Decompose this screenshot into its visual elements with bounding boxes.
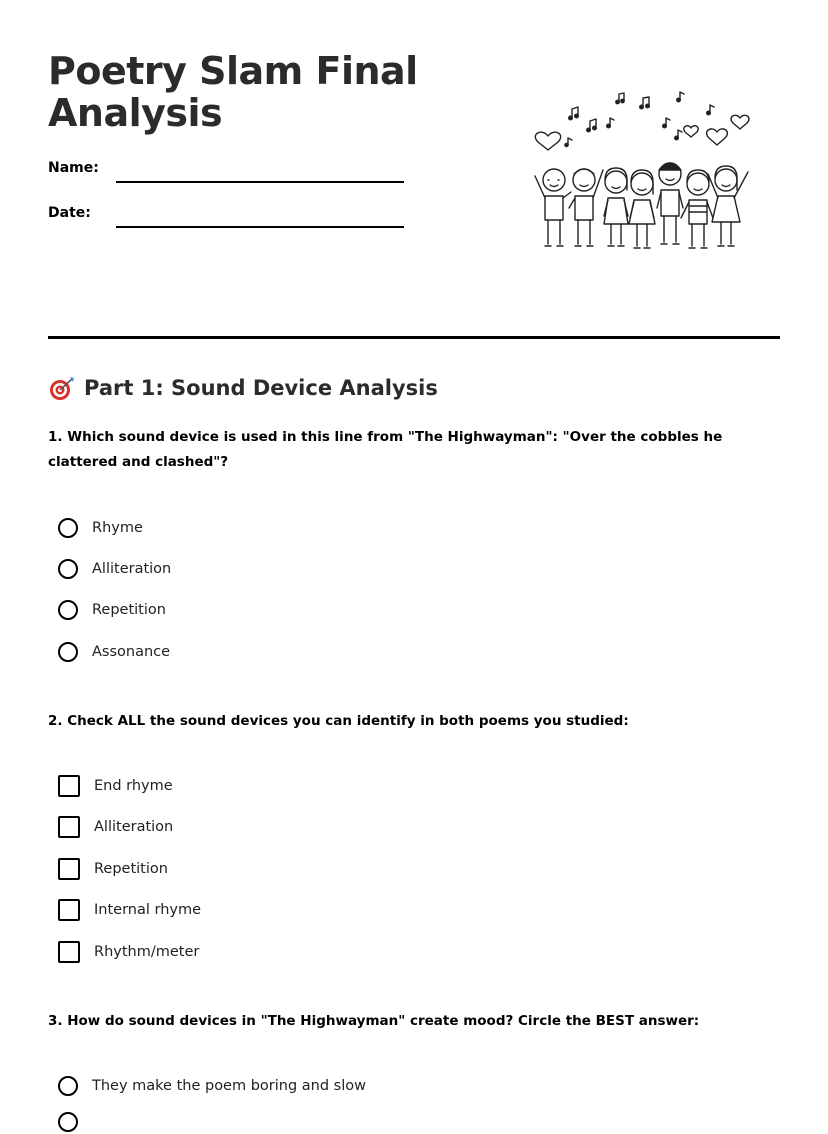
part1-title: Part 1: Sound Device Analysis <box>84 376 438 400</box>
option-label: Rhythm/meter <box>94 944 200 960</box>
option-label: Repetition <box>94 861 168 877</box>
music-notes <box>565 92 714 147</box>
radio-button[interactable] <box>58 1076 78 1096</box>
question-1: 1. Which sound device is used in this line from "The Highwayman": "Over the cobbles he clattered and clashed"? <box>48 429 723 470</box>
option-label: Repetition <box>92 602 166 618</box>
option-label: End rhyme <box>94 778 173 794</box>
checkbox[interactable] <box>58 899 80 921</box>
option-label: Rhyme <box>92 520 143 536</box>
worksheet-title: Poetry Slam Final Analysis <box>48 49 418 135</box>
radio-button[interactable] <box>58 642 78 662</box>
option-label: Assonance <box>92 644 171 660</box>
q3-option-boring-slow[interactable] <box>58 1074 366 1098</box>
q1-option-repetition[interactable] <box>58 598 166 622</box>
q2-option-internal-rhyme[interactable] <box>58 898 201 922</box>
q2-option-end-rhyme[interactable] <box>58 774 173 798</box>
q1-option-rhyme[interactable] <box>58 516 143 540</box>
q2-option-rhythm-meter[interactable] <box>58 940 199 964</box>
checkbox[interactable] <box>58 941 80 963</box>
checkbox[interactable] <box>58 858 80 880</box>
question-2: 2. Check ALL the sound devices you can identify in both poems you studied: <box>48 713 629 729</box>
q2-option-repetition[interactable] <box>58 857 168 881</box>
option-label: Alliteration <box>92 561 172 577</box>
question-3: 3. How do sound devices in "The Highwayman" create mood? Circle the BEST answer: <box>48 1013 700 1029</box>
option-label: They make the poem boring and slow <box>92 1078 366 1094</box>
q2-option-alliteration[interactable] <box>58 815 173 839</box>
date-line[interactable] <box>116 226 404 228</box>
option-label: Internal rhyme <box>94 902 202 918</box>
part1-heading <box>48 374 438 402</box>
q1-option-alliteration[interactable] <box>58 557 171 581</box>
dart-target-icon <box>48 374 76 402</box>
radio-button[interactable] <box>58 559 78 579</box>
option-label: Alliteration <box>94 819 174 835</box>
children-figures <box>535 163 748 248</box>
name-line[interactable] <box>116 181 404 183</box>
checkbox[interactable] <box>58 816 80 838</box>
radio-button[interactable] <box>58 1112 78 1132</box>
children-singing-illustration <box>520 88 764 266</box>
name-label: Name: <box>48 160 99 176</box>
radio-button[interactable] <box>58 600 78 620</box>
q1-option-assonance[interactable] <box>58 640 170 664</box>
date-label: Date: <box>48 205 91 221</box>
checkbox[interactable] <box>58 775 80 797</box>
section-divider <box>48 336 780 339</box>
q3-next-option-partial[interactable] <box>58 1110 92 1134</box>
radio-button[interactable] <box>58 518 78 538</box>
